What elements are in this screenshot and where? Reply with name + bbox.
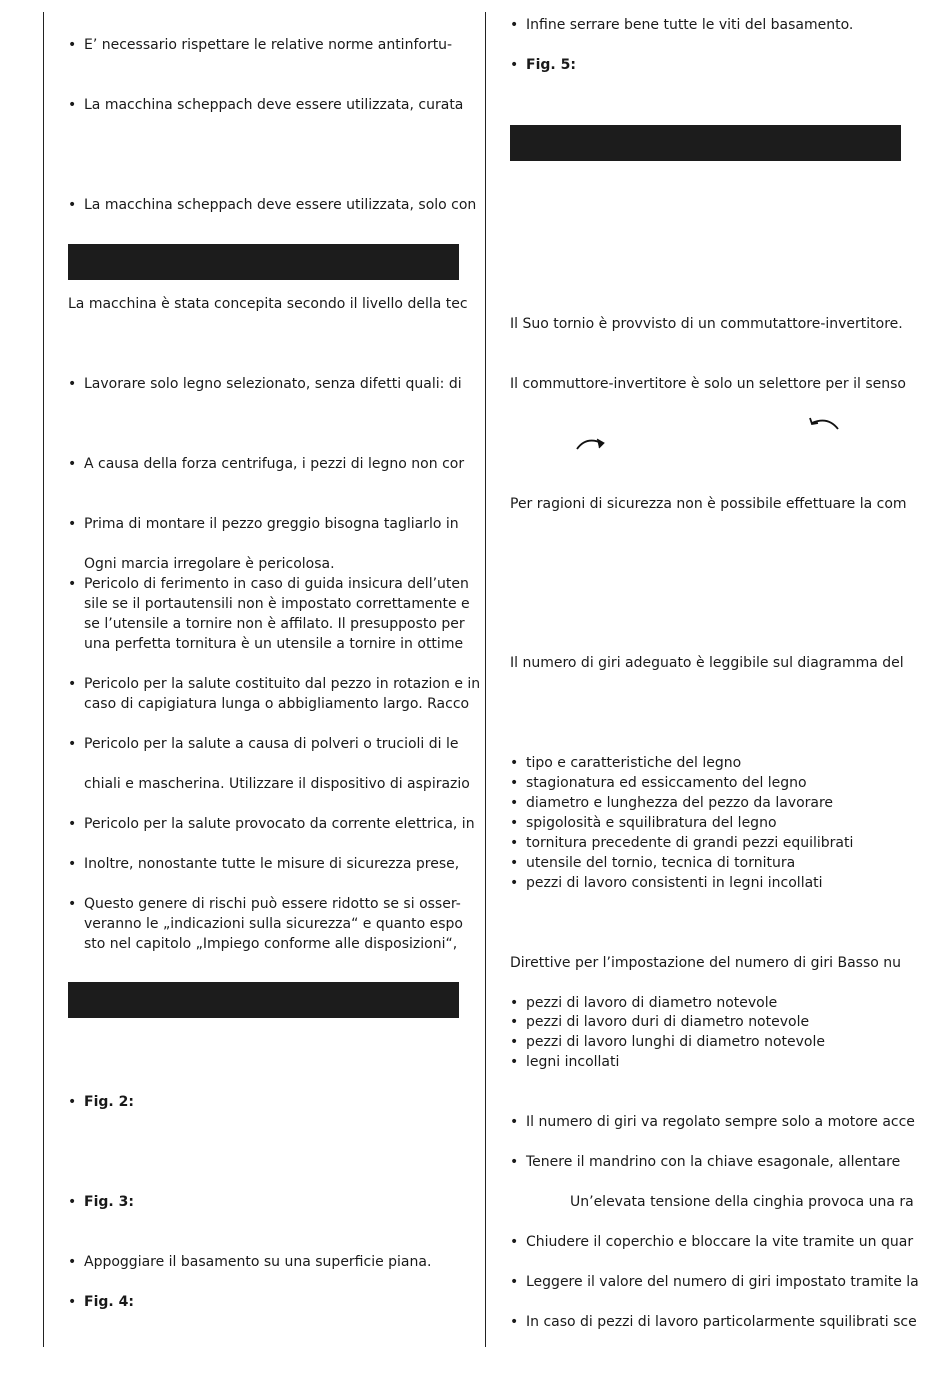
injury-risk-line-3: se l’utensile a tornire non è affilato. Il presupposto per [84,616,465,632]
bullet: • [510,775,519,791]
reverser-intro-text: Il Suo tornio è provvisto di un commutattore-invertitore. [510,316,903,332]
risk-reduction-line-2: veranno le „indicazioni sulla sicurezza“ e quanto espo [84,916,463,932]
belt-tension-text: Un’elevata tensione della cinghia provoca una ra [570,1194,914,1210]
bullet: • [68,197,77,213]
bullet: • [68,896,77,912]
tighten-screws-text: Infine serrare bene tutte le viti del basamento. [526,17,854,33]
bullet: • [510,995,519,1011]
clockwise-arrow-icon [574,434,610,452]
bullet: • [510,1154,519,1170]
speed-diagram-text: Il numero di giri adeguato è leggibile sul diagramma del [510,655,904,671]
left-margin-rule [43,12,44,1347]
fig-2-label: Fig. 2: [84,1094,134,1110]
dust-risk-text-2: chiali e mascherina. Utilizzare il dispositivo di aspirazio [84,776,470,792]
unbalanced-pieces-text: In caso di pezzi di lavoro particolarmente squilibrati sce [526,1314,917,1330]
usage-text: La macchina scheppach deve essere utilizzata, curata [84,97,464,113]
factor-list-item: stagionatura ed essiccamento del legno [526,775,807,791]
bullet: • [68,676,77,692]
bullet: • [510,1014,519,1030]
safety-rules-text: E’ necessario rispettare le relative norme antinfortu- [84,37,453,53]
fig-3-label: Fig. 3: [84,1194,134,1210]
bullet: • [68,1094,77,1110]
residual-risk-text: Inoltre, nonostante tutte le misure di sicurezza prese, [84,856,460,872]
bullet: • [68,856,77,872]
bullet: • [68,736,77,752]
rotation-risk-line-1: Pericolo per la salute costituito dal pezzo in rotazion e in [84,676,481,692]
fig-5-label: Fig. 5: [526,57,576,73]
dust-risk-text: Pericolo per la salute a causa di polveri o trucioli di le [84,736,459,752]
counterclockwise-arrow-icon [806,414,842,432]
irregular-run-text: Ogni marcia irregolare è pericolosa. [84,556,335,572]
bullet: • [510,1034,519,1050]
risk-reduction-line-1: Questo genere di rischi può essere ridotto se si osser- [84,896,461,912]
motor-on-text: Il numero di giri va regolato sempre solo a motore acce [526,1114,915,1130]
section-header-bar [510,125,901,161]
bullet: • [68,516,77,532]
bullet: • [510,1274,519,1290]
bullet: • [68,376,77,392]
centrifugal-force-text: A causa della forza centrifuga, i pezzi di legno non cor [84,456,465,472]
speed-guidelines-text: Direttive per l’impostazione del numero di giri Basso nu [510,955,902,971]
bullet: • [68,816,77,832]
section-header-bar [68,244,459,280]
bullet: • [510,1114,519,1130]
electric-risk-text: Pericolo per la salute provocato da corrente elettrica, in [84,816,475,832]
bullet: • [68,1194,77,1210]
hex-key-text: Tenere il mandrino con la chiave esagonale, allentare [526,1154,901,1170]
base-placement-text: Appoggiare il basamento su una superficie piana. [84,1254,432,1270]
column-divider-rule [485,12,486,1347]
injury-risk-line-1: Pericolo di ferimento in caso di guida insicura dell’uten [84,576,469,592]
bullet: • [510,1234,519,1250]
factor-list-item: spigolosità e squilibratura del legno [526,815,777,831]
bullet: • [510,855,519,871]
bullet: • [68,37,77,53]
bullet: • [510,17,519,33]
reverser-description-text: Il commuttore-invertitore è solo un selettore per il senso [510,376,906,392]
bullet: • [510,875,519,891]
close-cover-text: Chiudere il coperchio e bloccare la vite tramite un quar [526,1234,914,1250]
bullet: • [510,1054,519,1070]
read-speed-text: Leggere il valore del numero di giri impostato tramite la [526,1274,919,1290]
low-speed-list-item: pezzi di lavoro di diametro notevole [526,995,778,1011]
factor-list-item: utensile del tornio, tecnica di tornitura [526,855,796,871]
bullet: • [510,835,519,851]
bullet: • [510,57,519,73]
low-speed-list-item: pezzi di lavoro duri di diametro notevole [526,1014,810,1030]
bullet: • [510,1314,519,1330]
low-speed-list-item: legni incollati [526,1054,620,1070]
safety-switch-text: Per ragioni di sicurezza non è possibile effettuare la com [510,496,907,512]
bullet: • [68,97,77,113]
bullet: • [68,1294,77,1310]
bullet: • [68,456,77,472]
factor-list-item: tornitura precedente di grandi pezzi equilibrati [526,835,854,851]
bullet: • [510,795,519,811]
injury-risk-line-4: una perfetta tornitura è un utensile a tornire in ottime [84,636,464,652]
section-header-bar [68,982,459,1018]
risk-reduction-line-3: sto nel capitolo „Impiego conforme alle disposizioni“, [84,936,458,952]
blank-cutting-text: Prima di montare il pezzo greggio bisogna tagliarlo in [84,516,459,532]
factor-list-item: tipo e caratteristiche del legno [526,755,742,771]
fig-4-label: Fig. 4: [84,1294,134,1310]
wood-selection-text: Lavorare solo legno selezionato, senza difetti quali: di [84,376,462,392]
low-speed-list-item: pezzi di lavoro lunghi di diametro notevole [526,1034,825,1050]
injury-risk-line-2: sile se il portautensili non è impostato correttamente e [84,596,470,612]
rotation-risk-line-2: caso di capigiatura lunga o abbigliamento largo. Racco [84,696,470,712]
usage-text-2: La macchina scheppach deve essere utilizzata, solo con [84,197,477,213]
bullet: • [510,815,519,831]
factor-list-item: diametro e lunghezza del pezzo da lavorare [526,795,834,811]
bullet: • [68,576,77,592]
bullet: • [510,755,519,771]
intro-paragraph: La macchina è stata concepita secondo il livello della tec [68,296,468,312]
factor-list-item: pezzi di lavoro consistenti in legni incollati [526,875,823,891]
bullet: • [68,1254,77,1270]
